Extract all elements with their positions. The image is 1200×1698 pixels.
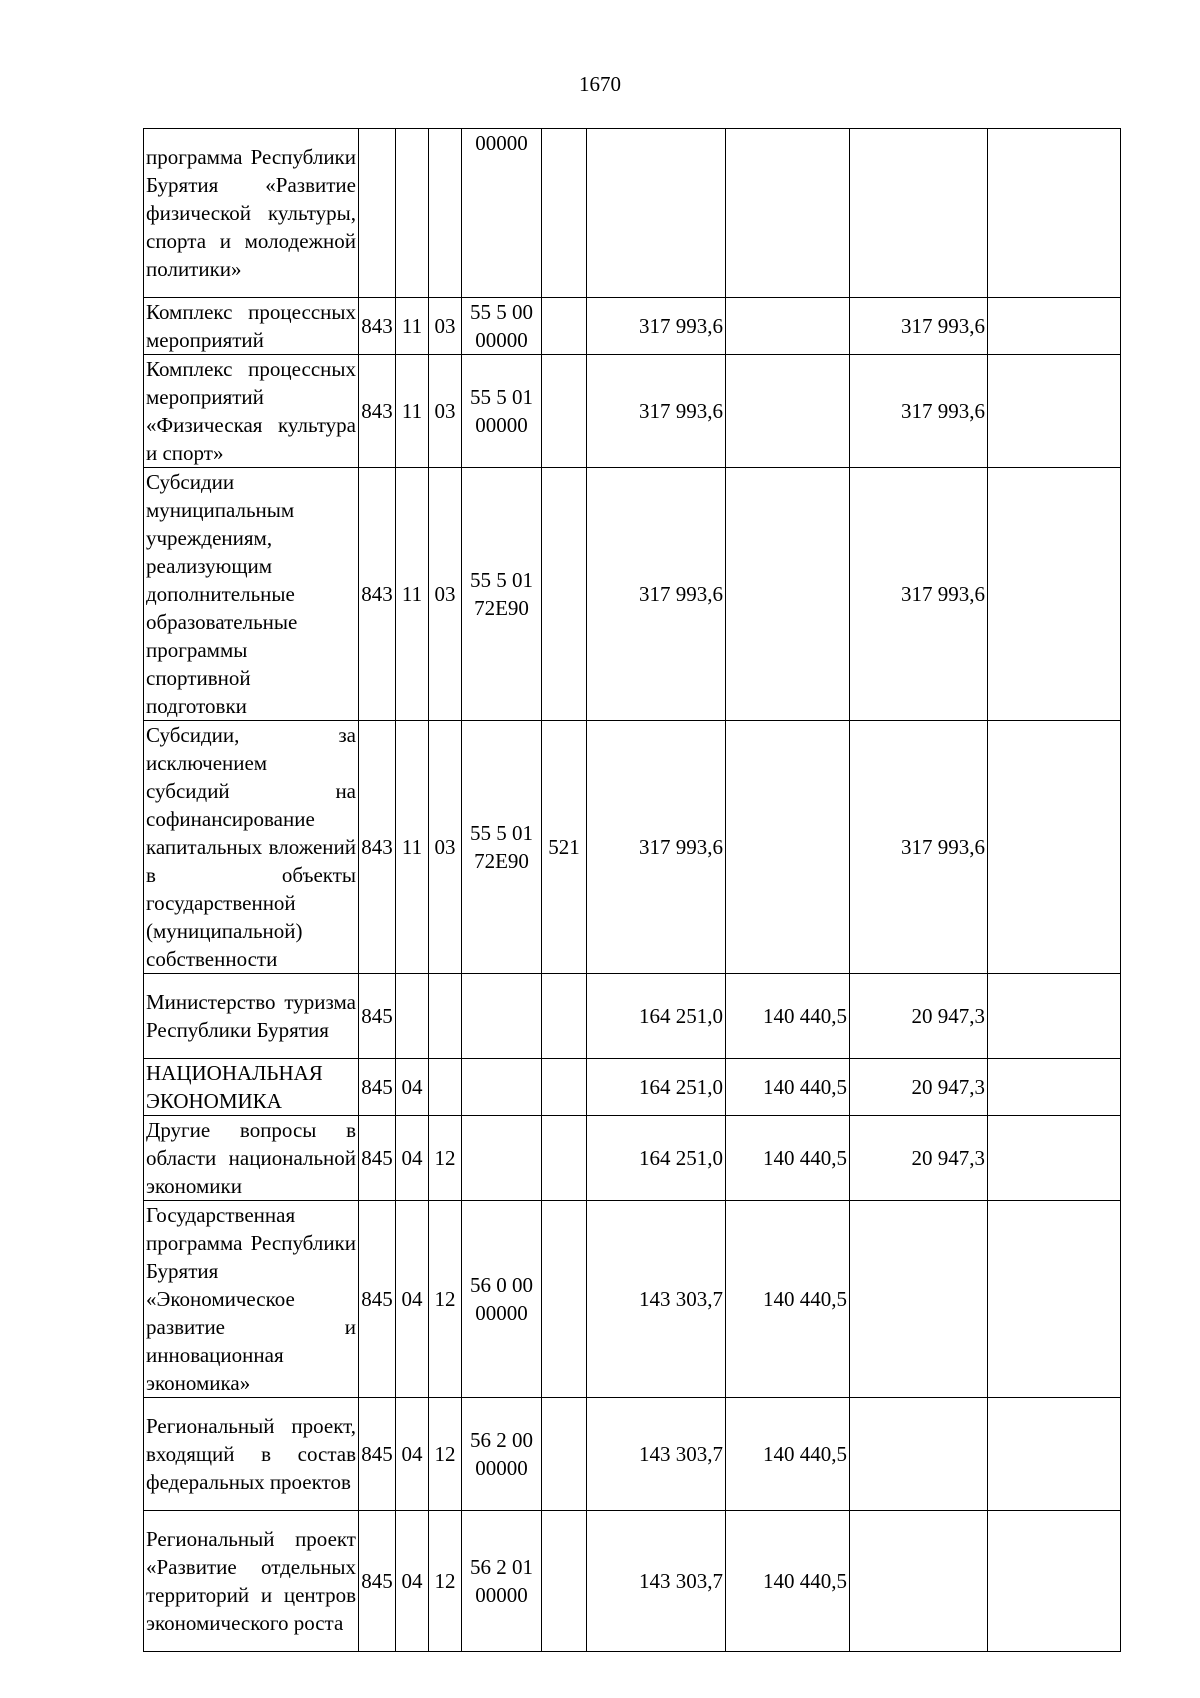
row-pr: 12 bbox=[429, 1398, 462, 1511]
row-grbs: 845 bbox=[359, 1398, 396, 1511]
row-rz: 11 bbox=[396, 468, 429, 721]
row-csr: 56 2 00 00000 bbox=[462, 1398, 542, 1511]
row-name: Субсидии муниципальным учреждениям, реализующим дополнительные образовательные программы спортивной подготовки bbox=[144, 468, 359, 721]
table-row bbox=[144, 721, 1121, 974]
row-grbs bbox=[359, 129, 396, 298]
row-total: 164 251,0 bbox=[587, 1059, 726, 1116]
row-total: 143 303,7 bbox=[587, 1201, 726, 1398]
row-rz: 04 bbox=[396, 1511, 429, 1652]
row-total: 164 251,0 bbox=[587, 974, 726, 1059]
row-pr bbox=[429, 129, 462, 298]
row-federal: 140 440,5 bbox=[726, 974, 850, 1059]
row-federal: 140 440,5 bbox=[726, 1116, 850, 1201]
row-regional: 317 993,6 bbox=[850, 468, 988, 721]
row-name: программа Республики Бурятия «Развитие физической культуры, спорта и молодежной политики» bbox=[144, 129, 359, 298]
row-rz: 04 bbox=[396, 1201, 429, 1398]
row-federal bbox=[726, 468, 850, 721]
row-rz: 04 bbox=[396, 1398, 429, 1511]
row-name: Министерство туризма Республики Бурятия bbox=[144, 974, 359, 1059]
row-regional bbox=[850, 1511, 988, 1652]
table-row bbox=[144, 468, 1121, 721]
row-federal: 140 440,5 bbox=[726, 1059, 850, 1116]
row-rz: 11 bbox=[396, 355, 429, 468]
row-regional: 317 993,6 bbox=[850, 721, 988, 974]
row-name: Комплекс процессных мероприятий «Физическая культура и спорт» bbox=[144, 355, 359, 468]
row-other bbox=[988, 1059, 1121, 1116]
row-regional: 317 993,6 bbox=[850, 298, 988, 355]
row-total bbox=[587, 129, 726, 298]
row-vr bbox=[542, 298, 587, 355]
row-vr bbox=[542, 468, 587, 721]
row-grbs: 845 bbox=[359, 974, 396, 1059]
row-csr bbox=[462, 974, 542, 1059]
row-other bbox=[988, 721, 1121, 974]
table-row bbox=[144, 1201, 1121, 1398]
row-grbs: 843 bbox=[359, 721, 396, 974]
row-vr bbox=[542, 1398, 587, 1511]
row-grbs: 845 bbox=[359, 1201, 396, 1398]
row-rz bbox=[396, 974, 429, 1059]
row-name: НАЦИОНАЛЬНАЯ ЭКОНОМИКА bbox=[144, 1059, 359, 1116]
table-row bbox=[144, 974, 1121, 1059]
row-name: Региональный проект, входящий в состав федеральных проектов bbox=[144, 1398, 359, 1511]
row-vr bbox=[542, 974, 587, 1059]
row-rz: 11 bbox=[396, 298, 429, 355]
row-federal: 140 440,5 bbox=[726, 1511, 850, 1652]
row-csr bbox=[462, 1059, 542, 1116]
row-regional: 20 947,3 bbox=[850, 1116, 988, 1201]
row-csr: 55 5 01 72Е90 bbox=[462, 468, 542, 721]
row-regional bbox=[850, 1398, 988, 1511]
page-number: 1670 bbox=[579, 72, 621, 96]
row-other bbox=[988, 1511, 1121, 1652]
row-csr bbox=[462, 1116, 542, 1201]
row-pr: 03 bbox=[429, 721, 462, 974]
row-total: 317 993,6 bbox=[587, 355, 726, 468]
row-pr bbox=[429, 1059, 462, 1116]
row-other bbox=[988, 129, 1121, 298]
row-csr: 55 5 00 00000 bbox=[462, 298, 542, 355]
row-regional: 20 947,3 bbox=[850, 974, 988, 1059]
row-csr: 56 0 00 00000 bbox=[462, 1201, 542, 1398]
row-name: Государственная программа Республики Бурятия «Экономическое развитие и инновационная экономика» bbox=[144, 1201, 359, 1398]
row-other bbox=[988, 1398, 1121, 1511]
row-pr bbox=[429, 974, 462, 1059]
row-total: 317 993,6 bbox=[587, 721, 726, 974]
row-federal bbox=[726, 355, 850, 468]
row-csr: 56 2 01 00000 bbox=[462, 1511, 542, 1652]
row-regional: 317 993,6 bbox=[850, 355, 988, 468]
row-federal: 140 440,5 bbox=[726, 1398, 850, 1511]
row-pr: 12 bbox=[429, 1511, 462, 1652]
row-vr bbox=[542, 1059, 587, 1116]
row-vr bbox=[542, 1201, 587, 1398]
row-rz: 04 bbox=[396, 1059, 429, 1116]
row-total: 317 993,6 bbox=[587, 298, 726, 355]
row-csr: 00000 bbox=[462, 129, 542, 298]
row-vr bbox=[542, 1116, 587, 1201]
row-total: 143 303,7 bbox=[587, 1398, 726, 1511]
row-pr: 03 bbox=[429, 355, 462, 468]
row-total: 143 303,7 bbox=[587, 1511, 726, 1652]
row-grbs: 845 bbox=[359, 1059, 396, 1116]
row-federal: 140 440,5 bbox=[726, 1201, 850, 1398]
row-other bbox=[988, 355, 1121, 468]
row-name: Другие вопросы в области национальной экономики bbox=[144, 1116, 359, 1201]
row-federal bbox=[726, 129, 850, 298]
row-rz: 11 bbox=[396, 721, 429, 974]
row-federal bbox=[726, 298, 850, 355]
table-row bbox=[144, 1398, 1121, 1511]
row-other bbox=[988, 468, 1121, 721]
row-grbs: 845 bbox=[359, 1511, 396, 1652]
row-name: Субсидии, за исключением субсидий на софинансирование капитальных вложений в объекты государственной (муниципальной) собственности bbox=[144, 721, 359, 974]
budget-table bbox=[143, 128, 1121, 1652]
row-vr bbox=[542, 355, 587, 468]
row-grbs: 845 bbox=[359, 1116, 396, 1201]
row-regional bbox=[850, 1201, 988, 1398]
row-name: Комплекс процессных мероприятий bbox=[144, 298, 359, 355]
table-row bbox=[144, 1059, 1121, 1116]
row-regional: 20 947,3 bbox=[850, 1059, 988, 1116]
row-regional bbox=[850, 129, 988, 298]
row-pr: 12 bbox=[429, 1116, 462, 1201]
row-name: Региональный проект «Развитие отдельных территорий и центров экономического роста bbox=[144, 1511, 359, 1652]
row-vr bbox=[542, 1511, 587, 1652]
row-csr: 55 5 01 72Е90 bbox=[462, 721, 542, 974]
row-rz bbox=[396, 129, 429, 298]
row-total: 164 251,0 bbox=[587, 1116, 726, 1201]
row-other bbox=[988, 974, 1121, 1059]
row-pr: 03 bbox=[429, 298, 462, 355]
table-row bbox=[144, 355, 1121, 468]
row-grbs: 843 bbox=[359, 355, 396, 468]
table-row bbox=[144, 1116, 1121, 1201]
row-vr bbox=[542, 129, 587, 298]
row-vr: 521 bbox=[542, 721, 587, 974]
row-csr: 55 5 01 00000 bbox=[462, 355, 542, 468]
row-other bbox=[988, 1116, 1121, 1201]
row-total: 317 993,6 bbox=[587, 468, 726, 721]
row-pr: 12 bbox=[429, 1201, 462, 1398]
row-rz: 04 bbox=[396, 1116, 429, 1201]
row-federal bbox=[726, 721, 850, 974]
row-pr: 03 bbox=[429, 468, 462, 721]
row-grbs: 843 bbox=[359, 468, 396, 721]
row-grbs: 843 bbox=[359, 298, 396, 355]
row-other bbox=[988, 298, 1121, 355]
row-other bbox=[988, 1201, 1121, 1398]
table-row bbox=[144, 298, 1121, 355]
table-row bbox=[144, 1511, 1121, 1652]
table-row bbox=[144, 129, 1121, 298]
